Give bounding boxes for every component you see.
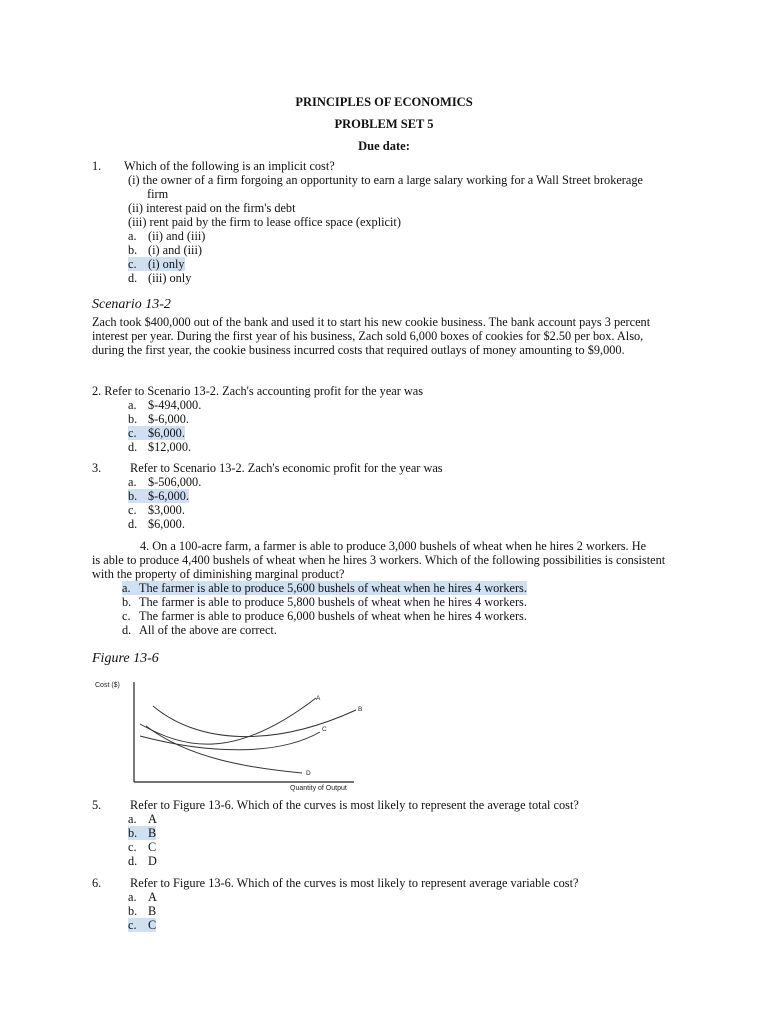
option-letter: d. <box>122 623 132 637</box>
option-text: The farmer is able to produce 5,600 bushels of wheat when he hires 4 workers. <box>139 581 527 595</box>
q3-number: 3. <box>92 461 102 475</box>
option-letter: d. <box>128 440 138 454</box>
curve-b-label: B <box>358 706 363 713</box>
option-text: $6,000. <box>148 426 185 440</box>
due-date-label: Due date: <box>358 139 410 153</box>
option-text: A <box>148 812 157 826</box>
option-letter: b. <box>128 489 138 503</box>
option-letter: d. <box>128 517 138 531</box>
q4-stem-rest: is able to produce 4,400 bushels of wheat when he hires 3 workers. Which of the following possibilities is consistent with the property of diminishing marginal product? <box>92 553 666 581</box>
scenario-text: Zach took $400,000 out of the bank and used it to start his new cookie business. The bank account pays 3 percent interest per year. During the first year of his business, Zach sold 6,000 boxes of cookies for $2.50 per box. Also, during the first year, the cookie business incurred costs that required outlays of money amounting to $9,000. <box>92 315 651 357</box>
option-text: $6,000. <box>148 517 185 531</box>
y-axis-label: Cost ($) <box>95 682 120 689</box>
q1-option-d <box>128 271 191 285</box>
q5-option-c <box>128 840 156 854</box>
q2-stem: 2. Refer to Scenario 13-2. Zach's accounting profit for the year was <box>92 384 424 398</box>
q3-stem: Refer to Scenario 13-2. Zach's economic profit for the year was <box>130 461 443 475</box>
option-letter: b. <box>128 412 138 426</box>
option-letter: a. <box>128 812 137 826</box>
q3-option-a <box>128 475 201 489</box>
q6-number: 6. <box>92 876 102 890</box>
document-subtitle: PROBLEM SET 5 <box>334 117 434 131</box>
x-axis-label: Quantity of Output <box>290 785 347 792</box>
q1-item-3: (iii) rent paid by the firm to lease office space (explicit) <box>128 215 401 229</box>
option-letter: a. <box>128 398 137 412</box>
option-letter: c. <box>128 257 137 271</box>
option-text: $-6,000. <box>148 412 189 426</box>
q6-option-b <box>128 904 156 918</box>
option-text: $-506,000. <box>148 475 202 489</box>
q3-option-c <box>128 503 185 517</box>
option-letter: a. <box>128 229 137 243</box>
q3-option-b-highlighted <box>128 489 189 503</box>
option-text: B <box>148 826 157 840</box>
curve-a-label: A <box>316 695 321 702</box>
figure-heading: Figure 13-6 <box>92 651 159 666</box>
option-letter: d. <box>128 854 138 868</box>
option-letter: c. <box>122 609 131 623</box>
q2-option-d <box>128 440 191 454</box>
option-letter: d. <box>128 271 138 285</box>
option-letter: a. <box>122 581 131 595</box>
q6-option-a <box>128 890 157 904</box>
document-title: PRINCIPLES OF ECONOMICS <box>295 95 473 109</box>
option-text: The farmer is able to produce 6,000 bushels of wheat when he hires 4 workers. <box>139 609 527 623</box>
q5-option-d <box>128 854 157 868</box>
q2-option-b <box>128 412 189 426</box>
curve-a <box>140 698 316 744</box>
q2-option-a <box>128 398 201 412</box>
option-text: (iii) only <box>148 271 192 285</box>
option-text: B <box>148 904 157 918</box>
q6-option-c-highlighted <box>128 918 156 932</box>
q1-item-1: (i) the owner of a firm forgoing an opportunity to earn a large salary working for a Wall Street brokerage <box>128 173 643 187</box>
option-letter: c. <box>128 918 137 932</box>
q4-option-c <box>122 609 527 623</box>
q5-option-b-highlighted <box>128 826 156 840</box>
option-text: (ii) and (iii) <box>148 229 206 243</box>
curve-c <box>140 732 320 750</box>
option-text: $12,000. <box>148 440 192 454</box>
q1-item-2: (ii) interest paid on the firm's debt <box>128 201 296 215</box>
q4-stem-line1: 4. On a 100-acre farm, a farmer is able to produce 3,000 bushels of wheat when he hires 2 workers. He <box>140 539 647 553</box>
q5-option-a <box>128 812 157 826</box>
option-text: The farmer is able to produce 5,800 bushels of wheat when he hires 4 workers. <box>139 595 527 609</box>
option-letter: c. <box>128 503 137 517</box>
q5-number: 5. <box>92 798 102 812</box>
option-text: C <box>148 918 157 932</box>
option-text: A <box>148 890 157 904</box>
option-letter: b. <box>128 243 138 257</box>
q1-number: 1. <box>92 159 102 173</box>
cost-curves-figure <box>88 676 378 794</box>
q1-item-1-cont: firm <box>147 187 169 201</box>
q4-option-b <box>122 595 527 609</box>
option-text: $-494,000. <box>148 398 202 412</box>
option-letter: c. <box>128 840 137 854</box>
curve-d-label: D <box>306 770 311 777</box>
option-letter: b. <box>128 826 138 840</box>
option-letter: c. <box>128 426 137 440</box>
option-text: (i) only <box>148 257 185 271</box>
q1-option-c-highlighted <box>128 257 185 271</box>
option-text: $-6,000. <box>148 489 189 503</box>
option-letter: a. <box>128 890 137 904</box>
scenario-heading: Scenario 13-2 <box>92 297 171 312</box>
option-text: $3,000. <box>148 503 185 517</box>
q1-option-a <box>128 229 205 243</box>
q1-option-b <box>128 243 202 257</box>
q6-stem: Refer to Figure 13-6. Which of the curves is most likely to represent average variable cost? <box>130 876 579 890</box>
q4-option-a-highlighted <box>122 581 527 595</box>
option-text: C <box>148 840 157 854</box>
option-text: All of the above are correct. <box>139 623 277 637</box>
option-text: (i) and (iii) <box>148 243 202 257</box>
q1-stem: Which of the following is an implicit cost? <box>124 159 335 173</box>
curve-c-label: C <box>322 726 327 733</box>
option-letter: b. <box>122 595 132 609</box>
option-text: D <box>148 854 157 868</box>
q4-option-d <box>122 623 277 637</box>
q5-stem: Refer to Figure 13-6. Which of the curves is most likely to represent the average total cost? <box>130 798 579 812</box>
option-letter: a. <box>128 475 137 489</box>
q2-option-c-highlighted <box>128 426 185 440</box>
q3-option-d <box>128 517 185 531</box>
option-letter: b. <box>128 904 138 918</box>
